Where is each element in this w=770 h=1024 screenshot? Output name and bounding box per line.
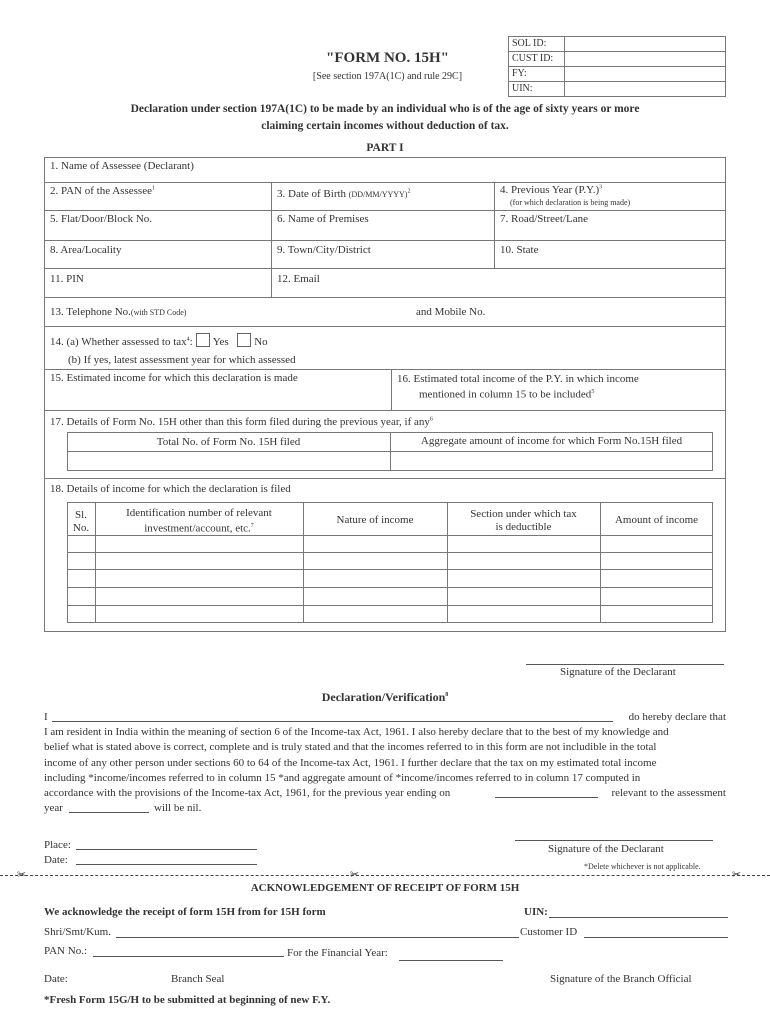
uin-label: UIN: — [512, 83, 533, 94]
ack-uin-label: UIN: — [524, 906, 548, 918]
col-sl-no: Sl. No. — [72, 509, 90, 534]
ack-name-line[interactable] — [116, 937, 519, 938]
sol-id-label: SOL ID: — [512, 38, 547, 49]
f12-email-label: 12. Email — [277, 273, 320, 285]
ack-title: ACKNOWLEDGEMENT OF RECEIPT OF FORM 15H — [250, 882, 520, 894]
ack-branch-official: Signature of the Branch Official — [550, 973, 692, 985]
previous-year-ending-line[interactable] — [495, 797, 598, 798]
col-section: Section under which tax is deductible — [470, 508, 577, 533]
fy-label: FY: — [512, 68, 527, 79]
declarant-name-line[interactable] — [52, 721, 613, 722]
ack-receipt: We acknowledge the receipt of form 15H from for 15H form — [44, 906, 326, 918]
yes-checkbox[interactable] — [196, 333, 210, 347]
ack-shri-label: Shri/Smt/Kum. — [44, 926, 111, 938]
fresh-form-note: *Fresh Form 15G/H to be submitted at beginning of new F.Y. — [44, 994, 331, 1006]
f1-name-label: 1. Name of Assessee (Declarant) — [50, 160, 194, 172]
ack-branch-seal: Branch Seal — [171, 973, 225, 985]
delete-note: *Delete whichever is not applicable. — [584, 862, 701, 871]
ack-fy-label: For the Financial Year: — [287, 947, 388, 959]
col-identification: Identification number of relevant investment/account, etc.$^7$ — [126, 507, 272, 535]
f7-road-label: 7. Road/Street/Lane — [500, 213, 588, 225]
f17-details-label: 17. Details of Form No. 15H other than this form filed during the previous year, if any$^6$ — [50, 416, 433, 428]
f3-dob-label: 3. Date of Birth (DD/MM/YYYY)$^2$ — [277, 188, 411, 200]
f5-flat-label: 5. Flat/Door/Block No. — [50, 213, 153, 225]
f13-telephone-label: 13. Telephone No.(with STD Code) — [50, 306, 187, 318]
ack-uin-line[interactable] — [549, 917, 728, 918]
ack-pan-label: PAN No.: — [44, 945, 87, 957]
f17-col-aggregate: Aggregate amount of income for which Form No.15H filed — [420, 435, 683, 447]
signature-label-1: Signature of the Declarant — [560, 666, 676, 678]
scissor-icon: ✂ — [732, 868, 742, 881]
ack-customer-id-label: Customer ID — [520, 926, 578, 938]
f11-pin-label: 11. PIN — [50, 273, 84, 285]
part-heading: PART I — [366, 142, 404, 154]
f2-pan-label: 2. PAN of the Assessee$^1$ — [50, 185, 155, 197]
form-title: "FORM NO. 15H" — [326, 50, 449, 66]
f18-details-label: 18. Details of income for which the declaration is filed — [50, 483, 291, 495]
f8-area-label: 8. Area/Locality — [50, 244, 122, 256]
place-label: Place: — [44, 839, 71, 851]
f4-previous-year-label: 4. Previous Year $(P.Y.)^3$ — [500, 184, 603, 196]
col-amount: Amount of income — [614, 514, 699, 526]
signature-label-2: Signature of the Declarant — [548, 843, 664, 855]
ack-pan-line[interactable] — [93, 956, 284, 957]
verification-text: I do hereby declare that I am resident in India within the meaning of section 6 of the Income-tax Act, 1961. I also hereby declare that to the best of my knowledge and belief what is stated above is correct, complete and is truly stated and that the incomes referred to in this form are not includible in the total income of any other person under sections 60 to 64 of the Income-tax Act, 1961. I further declare that the tax on my estimated total income including *income/incomes referred to in column 15 *and aggregate amount of *income/incomes referred to in column 17 computed in accordance with the provisions of the Income-tax Act, 1961, for the previous year ending on relevant to the assessment year will be nil. — [44, 711, 726, 815]
f6-premises-label: 6. Name of Premises — [277, 213, 369, 225]
cut-line — [0, 875, 770, 876]
no-checkbox[interactable] — [237, 333, 251, 347]
f15-estimated-income-label: 15. Estimated income for which this declaration is made — [50, 372, 298, 384]
declaration-heading: Declaration under section 197A(1C) to be made by an individual who is of the age of sixty years or more claiming certain incomes without deduction of tax. — [130, 103, 640, 132]
signature-line-2[interactable] — [515, 840, 713, 841]
f17-col-total: Total No. of Form No. 15H filed — [156, 436, 301, 448]
form-subtitle: [See section 197A(1C) and rule 29C] — [312, 71, 463, 82]
date-label: Date: — [44, 854, 68, 866]
ack-fy-line[interactable] — [399, 960, 503, 961]
scissor-icon: ✂ — [350, 868, 360, 881]
f13-mobile-label: and Mobile No. — [416, 306, 486, 318]
signature-line-1[interactable] — [526, 664, 724, 665]
f9-town-label: 9. Town/City/District — [277, 244, 371, 256]
col-nature: Nature of income — [336, 514, 414, 526]
place-line[interactable] — [76, 849, 257, 850]
scissor-icon: ✂ — [17, 868, 27, 881]
date-line[interactable] — [76, 864, 257, 865]
verification-title: Declaration/Verification$^8$ — [321, 690, 449, 704]
f16-total-income-label: 16. Estimated total income of the P.Y. in which income mentioned in column 15 to be included$^5$ — [397, 373, 639, 401]
assessment-year-line[interactable] — [69, 812, 149, 813]
f10-state-label: 10. State — [500, 244, 539, 256]
ack-date-label: Date: — [44, 973, 68, 985]
f14a-assessed-label: 14. (a) Whether assessed to tax$^4$: Yes No — [50, 333, 268, 348]
ack-customer-id-line[interactable] — [584, 937, 728, 938]
f14b-assessment-year-label: (b) If yes, latest assessment year for which assessed — [68, 354, 296, 366]
f4-note: (for which declaration is being made) — [510, 198, 631, 207]
cust-id-label: CUST ID: — [512, 53, 554, 64]
